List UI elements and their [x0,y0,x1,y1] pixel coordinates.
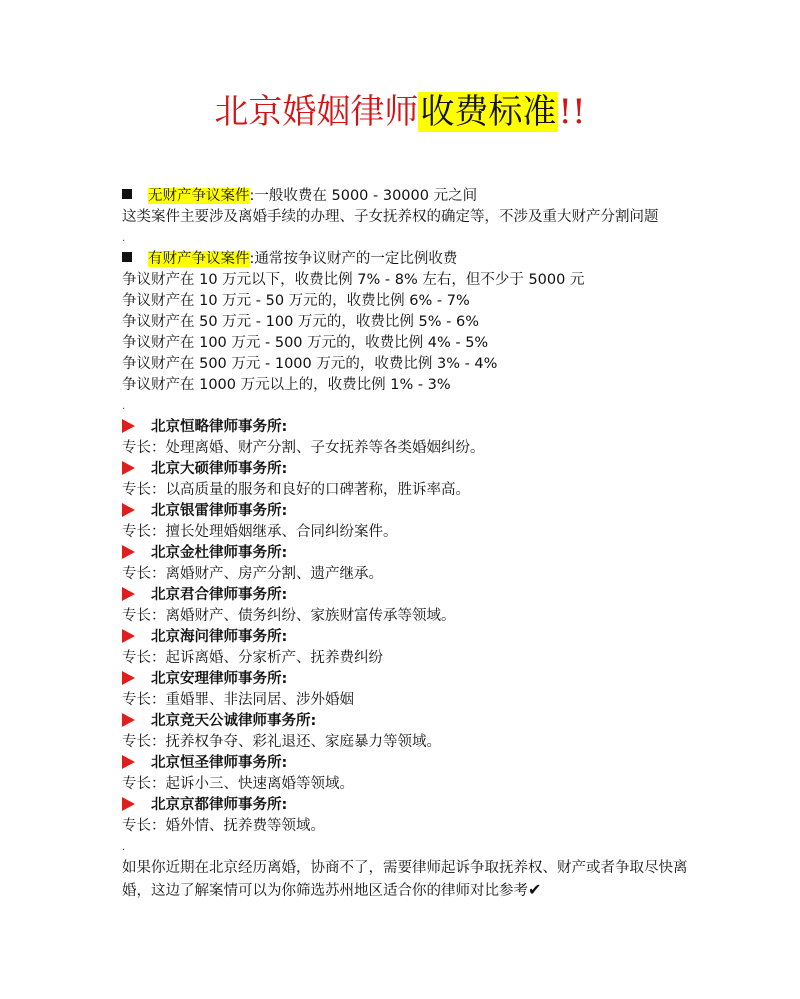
law-firm-specialty: 专长：重婚罪、非法同居、涉外婚姻 [122,692,354,708]
fee-rate-line: 争议财产在 10 万元以下，收费比例 7% - 8% 左右，但不少于 5000 元 [122,272,585,288]
page-title [0,84,800,133]
square-bullet-icon [122,252,132,262]
law-firm-name: 北京银雷律师事务所: [122,501,692,522]
law-firm-specialty: 专长：离婚财产、债务纠纷、家族财富传承等领域。 [122,608,456,624]
law-firm-specialty: 专长：处理离婚、财产分割、子女抚养等各类婚姻纠纷。 [122,440,485,456]
dispute-fee: :通常按争议财产的一定比例收费 [249,251,458,267]
separator-dot: . [122,233,126,244]
law-firm-specialty: 专长：擅长处理婚姻继承、合同纠纷案件。 [122,524,398,540]
red-triangle-icon [122,461,135,475]
red-triangle-icon [122,755,135,769]
separator-dot: . [122,401,126,412]
square-bullet-icon [122,189,132,199]
title-part-red: 北京婚姻律师 [214,92,419,132]
law-firm-specialty: 专长：婚外情、抚养费等领域。 [122,818,325,834]
no-dispute-heading [122,186,692,207]
red-triangle-icon [122,545,135,559]
title-exclamation: !! [558,92,586,132]
red-triangle-icon [122,419,135,433]
red-triangle-icon [122,797,135,811]
document-body [122,186,692,902]
closing-paragraph: 如果你近期在北京经历离婚，协商不了，需要律师起诉争取抚养权、财产或者争取尽快离婚，这边了解案情可以为你筛选苏州地区适合你的律师对比参考✔ [122,860,688,899]
no-dispute-fee: :一般收费在 5000 - 30000 元之间 [249,188,478,204]
red-triangle-icon [122,671,135,685]
law-firm-name: 北京京都律师事务所: [122,795,692,816]
law-firm-name: 北京恒略律师事务所: [122,417,692,438]
fee-rate-line: 争议财产在 10 万元 - 50 万元的，收费比例 6% - 7% [122,293,470,309]
law-firm-name: 北京君合律师事务所: [122,585,692,606]
separator-dot: . [122,842,126,853]
law-firm-specialty: 专长：抚养权争夺、彩礼退还、家庭暴力等领域。 [122,734,441,750]
law-firm-specialty: 专长：起诉离婚、分家析产、抚养费纠纷 [122,650,383,666]
fee-rate-line: 争议财产在 1000 万元以上的，收费比例 1% - 3% [122,377,451,393]
law-firm-name: 北京大硕律师事务所: [122,459,692,480]
law-firm-name: 北京恒圣律师事务所: [122,753,692,774]
fee-rate-line: 争议财产在 500 万元 - 1000 万元的，收费比例 3% - 4% [122,356,498,372]
checkmark-icon: ✔ [528,880,542,899]
law-firm-name: 北京海问律师事务所: [122,627,692,648]
law-firm-name: 北京安理律师事务所: [122,669,692,690]
title-part-highlighted: 收费标准 [420,92,557,132]
law-firm-specialty: 专长：以高质量的服务和良好的口碑著称，胜诉率高。 [122,482,470,498]
red-triangle-icon [122,713,135,727]
law-firm-specialty: 专长：离婚财产、房产分割、遗产继承。 [122,566,383,582]
fee-rate-line: 争议财产在 50 万元 - 100 万元的，收费比例 5% - 6% [122,314,479,330]
no-dispute-description: 这类案件主要涉及离婚手续的办理、子女抚养权的确定等，不涉及重大财产分割问题 [122,209,659,225]
dispute-tag: 有财产争议案件 [148,251,250,267]
law-firm-specialty: 专长：起诉小三、快速离婚等领域。 [122,776,354,792]
no-dispute-tag: 无财产争议案件 [148,188,250,204]
law-firm-name: 北京金杜律师事务所: [122,543,692,564]
law-firm-name: 北京竞天公诚律师事务所: [122,711,692,732]
red-triangle-icon [122,587,135,601]
dispute-heading [122,249,692,270]
fee-rate-line: 争议财产在 100 万元 - 500 万元的，收费比例 4% - 5% [122,335,489,351]
red-triangle-icon [122,629,135,643]
red-triangle-icon [122,503,135,517]
